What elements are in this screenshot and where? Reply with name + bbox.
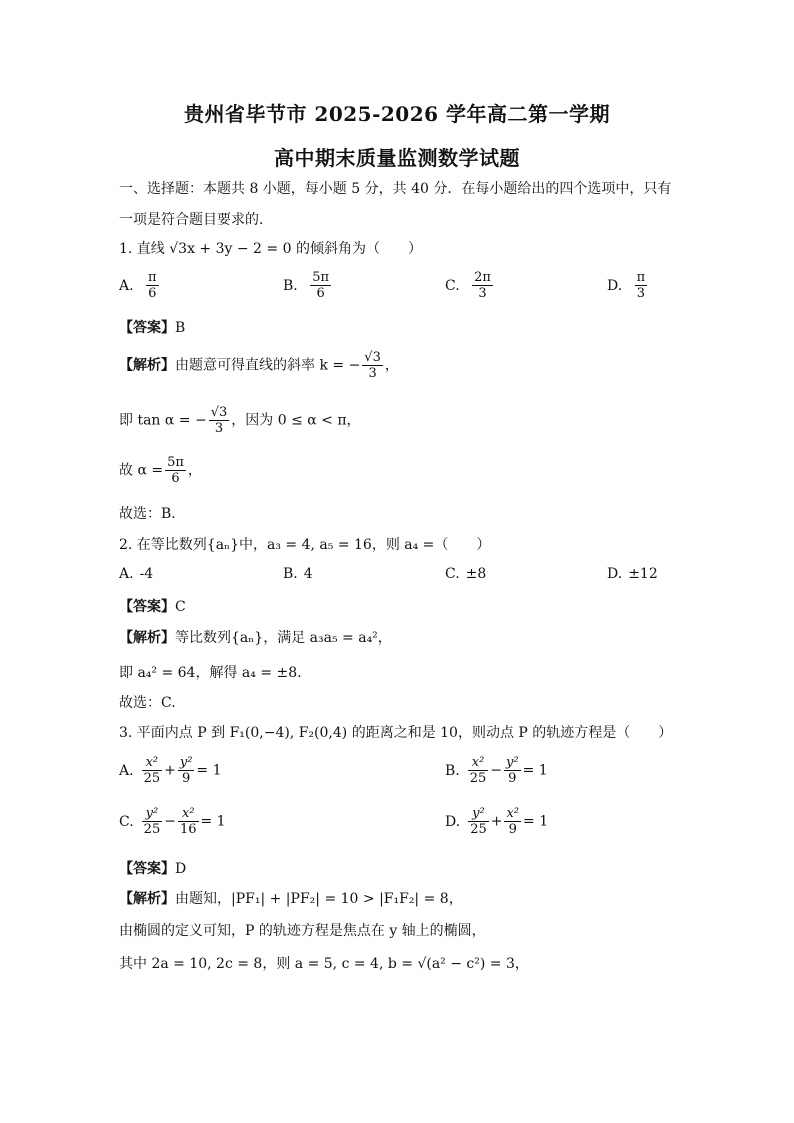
q2-option-b: B. 4 — [283, 566, 313, 582]
q1-conclusion: 故选：B． — [119, 506, 186, 522]
q3-analysis-line-2: 由椭圆的定义可知，P 的轨迹方程是焦点在 y 轴上的椭圆， — [119, 923, 486, 939]
q1-option-a — [119, 270, 161, 301]
analysis-tag: 【解析】 — [119, 891, 175, 907]
fraction: $\frac{5\pi}{6}$ — [167, 455, 184, 486]
q2-option-a: A. -4 — [119, 566, 154, 582]
q1-analysis-line-3: 故 α = $\frac{5\pi}{6}$ ， — [119, 455, 202, 486]
fraction: $\frac{√3}{3}$ — [364, 350, 381, 381]
fraction: $\frac{\pi}{3}$ — [636, 270, 646, 301]
q2-answer — [119, 596, 186, 616]
fraction: $\frac{√3}{3}$ — [210, 405, 228, 436]
option-label: C. — [445, 277, 460, 294]
q3-analysis-line-1: 【解析】由题知，|PF₁| + |PF₂| = 10 > |F₁F₂| = 8， — [119, 891, 463, 907]
q3-analysis-line-3: 其中 2a = 10, 2c = 8，则 a = 5, c = 4, b = √(a² − c²) = 3， — [119, 956, 529, 972]
answer-tag: 【答案】 — [119, 599, 175, 615]
question-1-stem: 1. 直线 √3x + 3y − 2 = 0 的倾斜角为（ ） — [119, 241, 422, 257]
option-label: D. — [607, 277, 623, 294]
q3-option-c: C. $\frac{\text{y²}}{25}$ − $\frac{\text{x²}}{16}$ = 1 — [119, 806, 226, 837]
q2-analysis-line-2: 即 a₄² = 64，解得 a₄ = ±8. — [119, 665, 302, 681]
q1-analysis-line-1: 【解析】由题意可得直线的斜率 k = − $\frac{√3}{3}$ ， — [119, 350, 399, 381]
option-label: A. — [119, 277, 134, 294]
q3-option-b: B. $\frac{\text{x²}}{25}$ − $\frac{\text{y²}}{9}$ = 1 — [445, 755, 548, 786]
q1-answer — [119, 317, 185, 337]
answer-value: D — [175, 861, 187, 877]
answer-value: B — [175, 320, 186, 336]
q1-option-b — [283, 270, 333, 301]
q1-option-d — [607, 270, 649, 301]
fraction: $\frac{2\pi}{3}$ — [474, 270, 491, 301]
q3-answer — [119, 858, 186, 878]
question-3-stem: 3. 平面内点 P 到 F₁(0,−4), F₂(0,4) 的距离之和是 10，则动点 P 的轨迹方程是（ ） — [119, 725, 673, 741]
exam-title-line-2: 高中期末质量监测数学试题 — [274, 146, 520, 170]
answer-tag: 【答案】 — [119, 320, 175, 336]
q3-option-d: D. $\frac{\text{y²}}{25}$ + $\frac{\text{x²}}{9}$ = 1 — [445, 806, 549, 837]
fraction: $\frac{5\pi}{6}$ — [312, 270, 330, 301]
q2-conclusion: 故选：C. — [119, 695, 176, 711]
q2-analysis-line-1: 【解析】等比数列{aₙ}，满足 a₃a₅ = a₄²， — [119, 630, 392, 646]
q2-option-c: C. ±8 — [445, 566, 487, 582]
answer-tag: 【答案】 — [119, 861, 175, 877]
analysis-tag: 【解析】 — [119, 630, 175, 646]
q2-option-d: D. ±12 — [607, 566, 658, 582]
section-instructions: 一、选择题：本题共 8 小题，每小题 5 分，共 40 分．在每小题给出的四个选项中，只有一项是符合题目要求的． — [119, 181, 672, 228]
exam-title-line-1: 贵州省毕节市 2025-2026 学年高二第一学期 — [183, 102, 611, 126]
q1-option-c — [445, 270, 495, 301]
q3-option-a: A. $\frac{\text{x²}}{25}$ + $\frac{\text{y²}}{9}$ = 1 — [119, 755, 222, 786]
question-2-stem: 2. 在等比数列{aₙ}中，a₃ = 4, a₅ = 16，则 a₄ =（ ） — [119, 537, 491, 553]
q1-analysis-line-2: 即 tan α = − $\frac{√3}{3}$ ，因为 0 ≤ α < π， — [119, 405, 361, 436]
option-label: B. — [283, 277, 298, 294]
answer-value: C — [175, 599, 186, 615]
fraction: $\frac{\pi}{6}$ — [148, 270, 157, 301]
analysis-tag: 【解析】 — [119, 357, 175, 374]
